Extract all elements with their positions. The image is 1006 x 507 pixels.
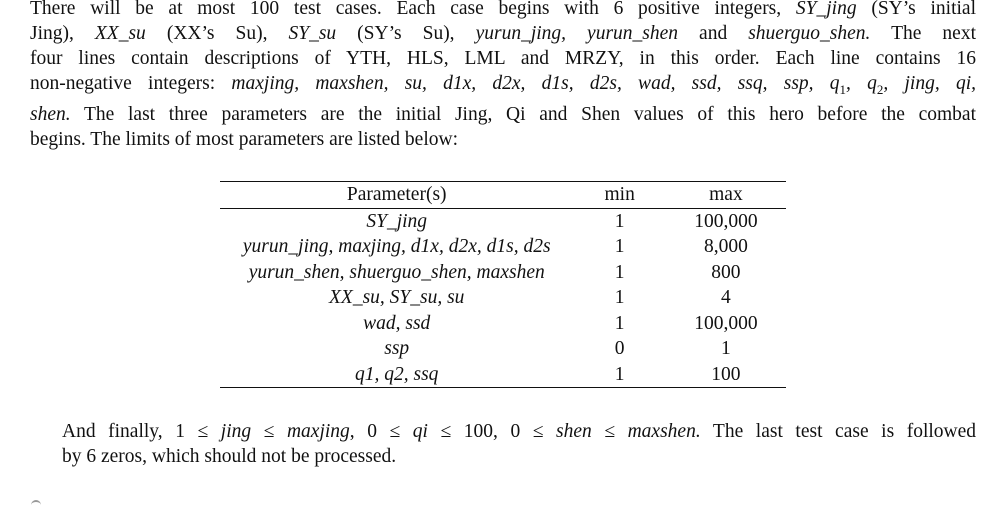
row-min: 1 [614, 261, 625, 283]
table-row [220, 311, 786, 337]
row-max: 100 [711, 363, 741, 385]
text-run: There will be at most 100 test cases. Each case begins with 6 positive integers, [30, 0, 796, 19]
table-row [220, 208, 786, 234]
math-term: , q [846, 73, 877, 94]
math-term: yurun_jing, yurun_shen [475, 23, 679, 44]
text-run: The last test case is followed [700, 421, 977, 442]
header-max: max [709, 184, 743, 205]
next-section-mark [31, 500, 41, 507]
text-line [30, 419, 976, 444]
text-run: (SY’s initial [856, 0, 976, 19]
paragraph-final-constraints [30, 419, 976, 469]
table-row [220, 362, 786, 388]
row-max: 100,000 [694, 312, 758, 334]
header-parameters: Parameter(s) [346, 184, 447, 205]
row-max: 4 [721, 287, 731, 308]
math-term: SY_jing [795, 0, 857, 19]
math-term: maxjing, maxshen, su, d1x, d2x, d1s, d2s, wad, ssd, ssq, ssp, q [231, 73, 840, 94]
table-header-row [220, 182, 786, 209]
text-run: Jing), [30, 23, 95, 44]
row-parameters: yurun_jing, maxjing, d1x, d2x, d1s, d2s [242, 236, 551, 257]
table-row [220, 336, 786, 362]
text-line [30, 71, 976, 102]
row-parameters: SY_jing [366, 210, 428, 232]
math-term: XX_su [94, 23, 146, 44]
row-min: 1 [614, 287, 625, 308]
row-parameters: XX_su, SY_su, su [329, 287, 465, 308]
parameter-limits-table [220, 181, 786, 388]
paragraph-input-description [30, 0, 976, 152]
text-run: , 0 ≤ [349, 421, 413, 442]
text-line [30, 21, 976, 46]
subscript: 1 [839, 81, 847, 97]
row-max: 100,000 [694, 210, 758, 232]
subscript: 2 [876, 81, 884, 97]
text-run: The last three parameters are the initial Jing, Qi and Shen values of this hero before the combat [70, 103, 976, 125]
table-row [220, 260, 786, 286]
math-term: maxshen. [627, 421, 701, 442]
table-row [220, 234, 786, 260]
text-run: four lines contain descriptions of YTH, HLS, LML and MRZY, in this order. Each line contains 16 [30, 48, 976, 69]
text-run: ≤ [251, 421, 287, 442]
math-term: qi [412, 421, 428, 442]
text-line [30, 102, 976, 127]
row-max: 800 [711, 261, 741, 283]
text-line [30, 46, 976, 71]
row-max: 1 [721, 338, 731, 359]
text-run: begins. The limits of most parameters are listed below: [30, 128, 459, 150]
row-parameters: wad, ssd [363, 312, 431, 334]
header-min: min [604, 184, 635, 205]
row-min: 1 [614, 363, 625, 385]
text-line [30, 444, 976, 469]
row-min: 1 [614, 236, 625, 257]
math-term: jing [220, 421, 252, 442]
text-run: by 6 zeros, which should not be processed. [62, 446, 397, 467]
text-run: non-negative integers: [30, 73, 232, 94]
text-run: ≤ 100, 0 ≤ [427, 421, 557, 442]
row-min: 1 [614, 312, 625, 334]
text-run: and [678, 23, 749, 44]
row-min: 0 [614, 338, 625, 359]
text-run: (SY’s Su), [336, 23, 476, 44]
row-parameters: ssp [384, 338, 410, 359]
table-row [220, 285, 786, 311]
math-term: shen [556, 421, 592, 442]
row-parameters: q1, q2, ssq [355, 363, 439, 385]
text-run: And finally, 1 ≤ [62, 421, 221, 442]
text-line [30, 0, 976, 21]
row-min: 1 [614, 210, 625, 232]
math-term: SY_su [288, 23, 337, 44]
math-term: , jing, qi, [883, 73, 977, 94]
text-run: The next [870, 23, 976, 44]
math-term: shuerguo_shen. [748, 23, 871, 44]
math-term: maxjing [286, 421, 350, 442]
text-run: ≤ [591, 421, 628, 442]
row-max: 8,000 [703, 236, 748, 257]
math-term: shen. [30, 103, 71, 125]
text-line [30, 127, 976, 152]
row-parameters: yurun_shen, shuerguo_shen, maxshen [248, 261, 545, 283]
text-run: (XX’s Su), [145, 23, 289, 44]
